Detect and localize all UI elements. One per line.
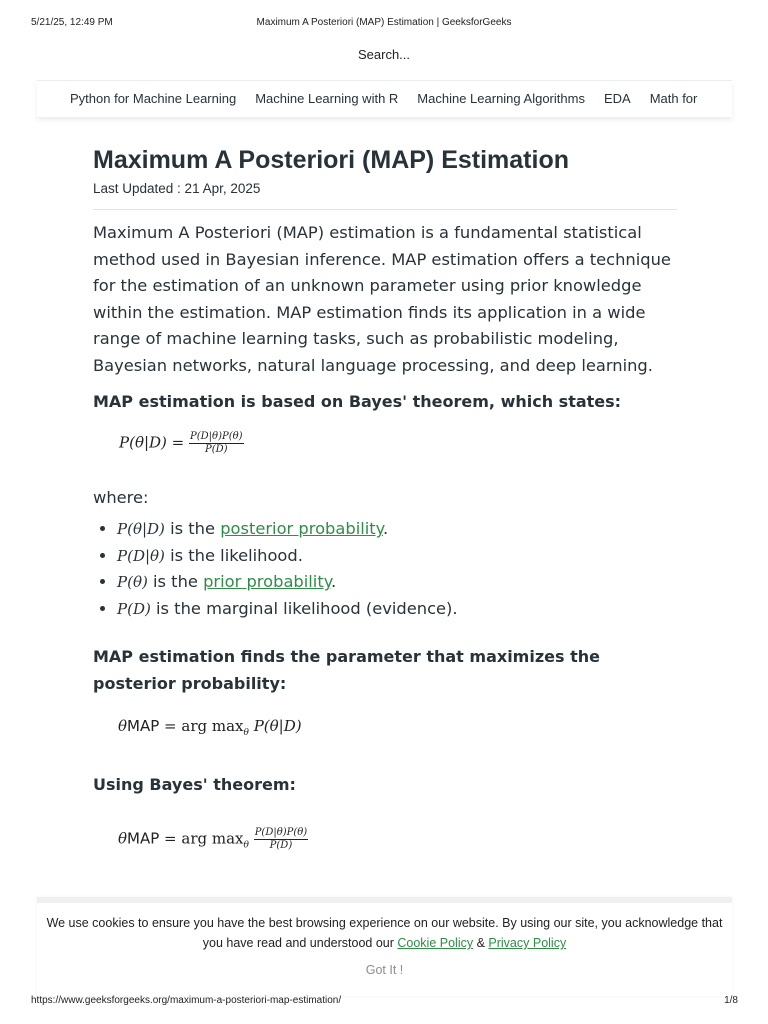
search-box[interactable]: Search...: [357, 47, 411, 62]
print-page-title: Maximum A Posteriori (MAP) Estimation | GeeksforGeeks: [256, 17, 512, 28]
print-datetime: 5/21/25, 12:49 PM: [31, 17, 113, 28]
nav-item-ml-with-r[interactable]: Machine Learning with R: [255, 91, 399, 106]
def-text: is the: [164, 519, 221, 539]
def-text: is the: [147, 572, 204, 592]
def-text: is the marginal likelihood (evidence).: [150, 598, 458, 618]
def-math: P(θ): [117, 573, 148, 592]
definition-posterior: [117, 516, 677, 543]
print-url: https://www.geeksforgeeks.org/maximum-a-posteriori-map-estimation/: [31, 995, 342, 1006]
argmax-subscript: θ: [243, 728, 249, 739]
map-theta: θ: [118, 717, 128, 736]
map-heading: MAP estimation finds the parameter that maximizes the posterior probability:: [93, 647, 600, 693]
bayes-denominator: P(D): [205, 444, 228, 456]
map-bayes-formula: [118, 827, 677, 852]
map-rhs: P(θ|D): [248, 717, 302, 736]
map-subscript: MAP: [127, 829, 160, 848]
nav-item-python-ml[interactable]: Python for Machine Learning: [70, 91, 237, 106]
nav-item-math-for[interactable]: Math for: [649, 91, 698, 106]
topic-nav: [37, 80, 732, 117]
article: [93, 140, 677, 852]
argmax: arg max: [181, 717, 244, 736]
def-math: P(D): [117, 599, 151, 618]
definition-likelihood: [117, 543, 677, 570]
bayes-heading: MAP estimation is based on Bayes' theorem, which states:: [93, 391, 622, 411]
cookie-policy-link[interactable]: Cookie Policy: [397, 936, 474, 950]
argmax-subscript: θ: [243, 840, 249, 851]
cookie-banner: [37, 897, 732, 996]
def-text: .: [382, 519, 389, 539]
map-subscript: MAP: [127, 717, 160, 736]
map-bayes-numerator: P(D|θ)P(θ): [254, 826, 308, 838]
cookie-message: [37, 913, 732, 953]
map-formula: [118, 717, 677, 738]
definitions-list: [93, 516, 677, 622]
cookie-ampersand: &: [473, 936, 489, 950]
definition-prior: [117, 569, 677, 596]
posterior-probability-link[interactable]: posterior probability: [220, 519, 383, 539]
map-eq: =: [159, 717, 182, 736]
nav-item-eda[interactable]: EDA: [603, 91, 631, 106]
bayes-formula-lhs: P(θ|D) =: [119, 433, 185, 452]
map-bayes-denominator: P(D): [269, 839, 293, 851]
def-math: P(θ|D): [117, 520, 165, 539]
map-eq: =: [159, 829, 182, 848]
def-text: .: [331, 572, 337, 592]
article-title: Maximum A Posteriori (MAP) Estimation: [93, 146, 569, 174]
map-bayes-fraction: [254, 827, 309, 852]
page-count: 1/8: [724, 995, 738, 1006]
bayes-formula: [119, 431, 677, 456]
def-text: is the likelihood.: [164, 545, 303, 565]
def-math: P(D|θ): [117, 546, 165, 565]
where-label: where:: [93, 488, 149, 508]
using-bayes-heading: Using Bayes' theorem:: [93, 775, 296, 795]
nav-item-ml-algorithms[interactable]: Machine Learning Algorithms: [417, 91, 585, 106]
definition-evidence: [117, 596, 677, 623]
cookie-text: We use cookies to ensure you have the best browsing experience on our website. By using our site, you acknowledge that you have read and understood our: [46, 916, 723, 950]
map-theta: θ: [118, 829, 128, 848]
divider: [93, 209, 677, 210]
argmax: arg max: [181, 829, 244, 848]
bayes-numerator: P(D|θ)P(θ): [190, 431, 243, 443]
got-it-button[interactable]: Got It !: [365, 963, 404, 977]
privacy-policy-link[interactable]: Privacy Policy: [488, 936, 567, 950]
last-updated: Last Updated : 21 Apr, 2025: [93, 181, 261, 196]
bayes-fraction: [189, 431, 244, 456]
intro-paragraph: Maximum A Posteriori (MAP) estimation is a fundamental statistical method used in Bayesian inference. MAP estimation offers a technique for the estimation of an unknown parameter using prior knowledge within the estimation. MAP estimation finds its application in a wide range of machine learning tasks, such as probabilistic modeling, Bayesian networks, natural language processing, and deep learning.: [93, 223, 671, 375]
prior-probability-link[interactable]: prior probability: [203, 572, 332, 592]
